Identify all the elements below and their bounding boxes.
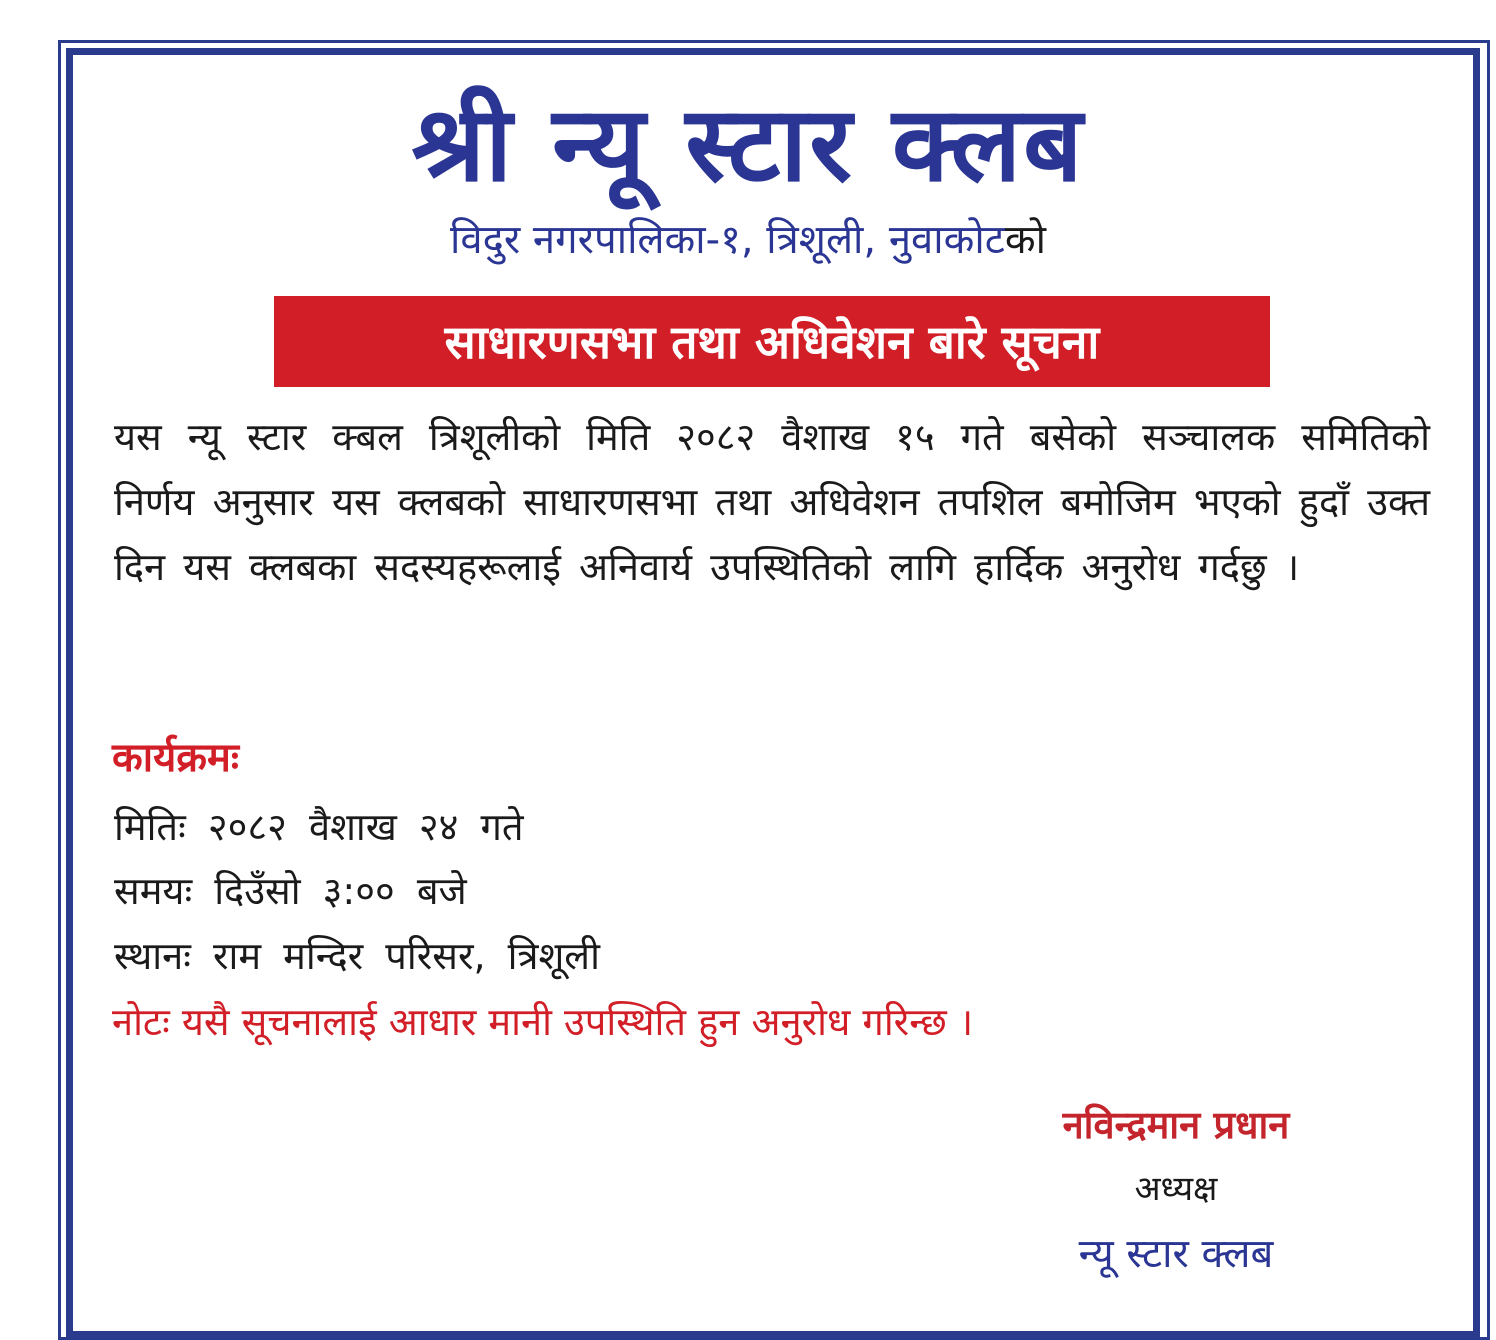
program-place: स्थानः राम मन्दिर परिसर, त्रिशूली bbox=[114, 934, 600, 978]
notice-banner bbox=[274, 296, 1270, 387]
program-heading: कार्यक्रमः bbox=[112, 735, 239, 781]
club-address bbox=[0, 217, 1496, 263]
notice-body: यस न्यू स्टार क्बल त्रिशूलीको मिति २०८२ वैशाख १५ गते बसेको सञ्चालक समितिको निर्णय अनुसार यस क्लबको साधारणसभा तथा अधिवेशन तपशिल बमोजिम भएको हुदाँ उक्त दिन यस क्लबका सदस्यहरूलाई अनिवार्य उपस्थितिको लागि हार्दिक अनुरोध गर्दछु । bbox=[114, 415, 1430, 589]
signatory-role: अध्यक्ष bbox=[1134, 1169, 1218, 1209]
program-note: नोटः यसै सूचनालाई आधार मानी उपस्थिति हुन अनुरोध गरिन्छ । bbox=[112, 1000, 974, 1044]
club-title: श्री न्यू स्टार क्लब bbox=[411, 83, 1085, 205]
address-suffix: को bbox=[1004, 217, 1046, 263]
signatory-organization: न्यू स्टार क्लब bbox=[1078, 1231, 1274, 1277]
program-time: समयः दिउँसो ३:०० बजे bbox=[114, 869, 467, 913]
program-date: मितिः २०८२ वैशाख २४ गते bbox=[114, 805, 524, 849]
address-text: विदुर नगरपालिका-१, त्रिशूली, नुवाकोट bbox=[450, 217, 1005, 263]
notice-banner-title: साधारणसभा तथा अधिवेशन बारे सूचना bbox=[444, 314, 1100, 369]
signatory-name: नविन्द्रमान प्रधान bbox=[1062, 1103, 1290, 1147]
